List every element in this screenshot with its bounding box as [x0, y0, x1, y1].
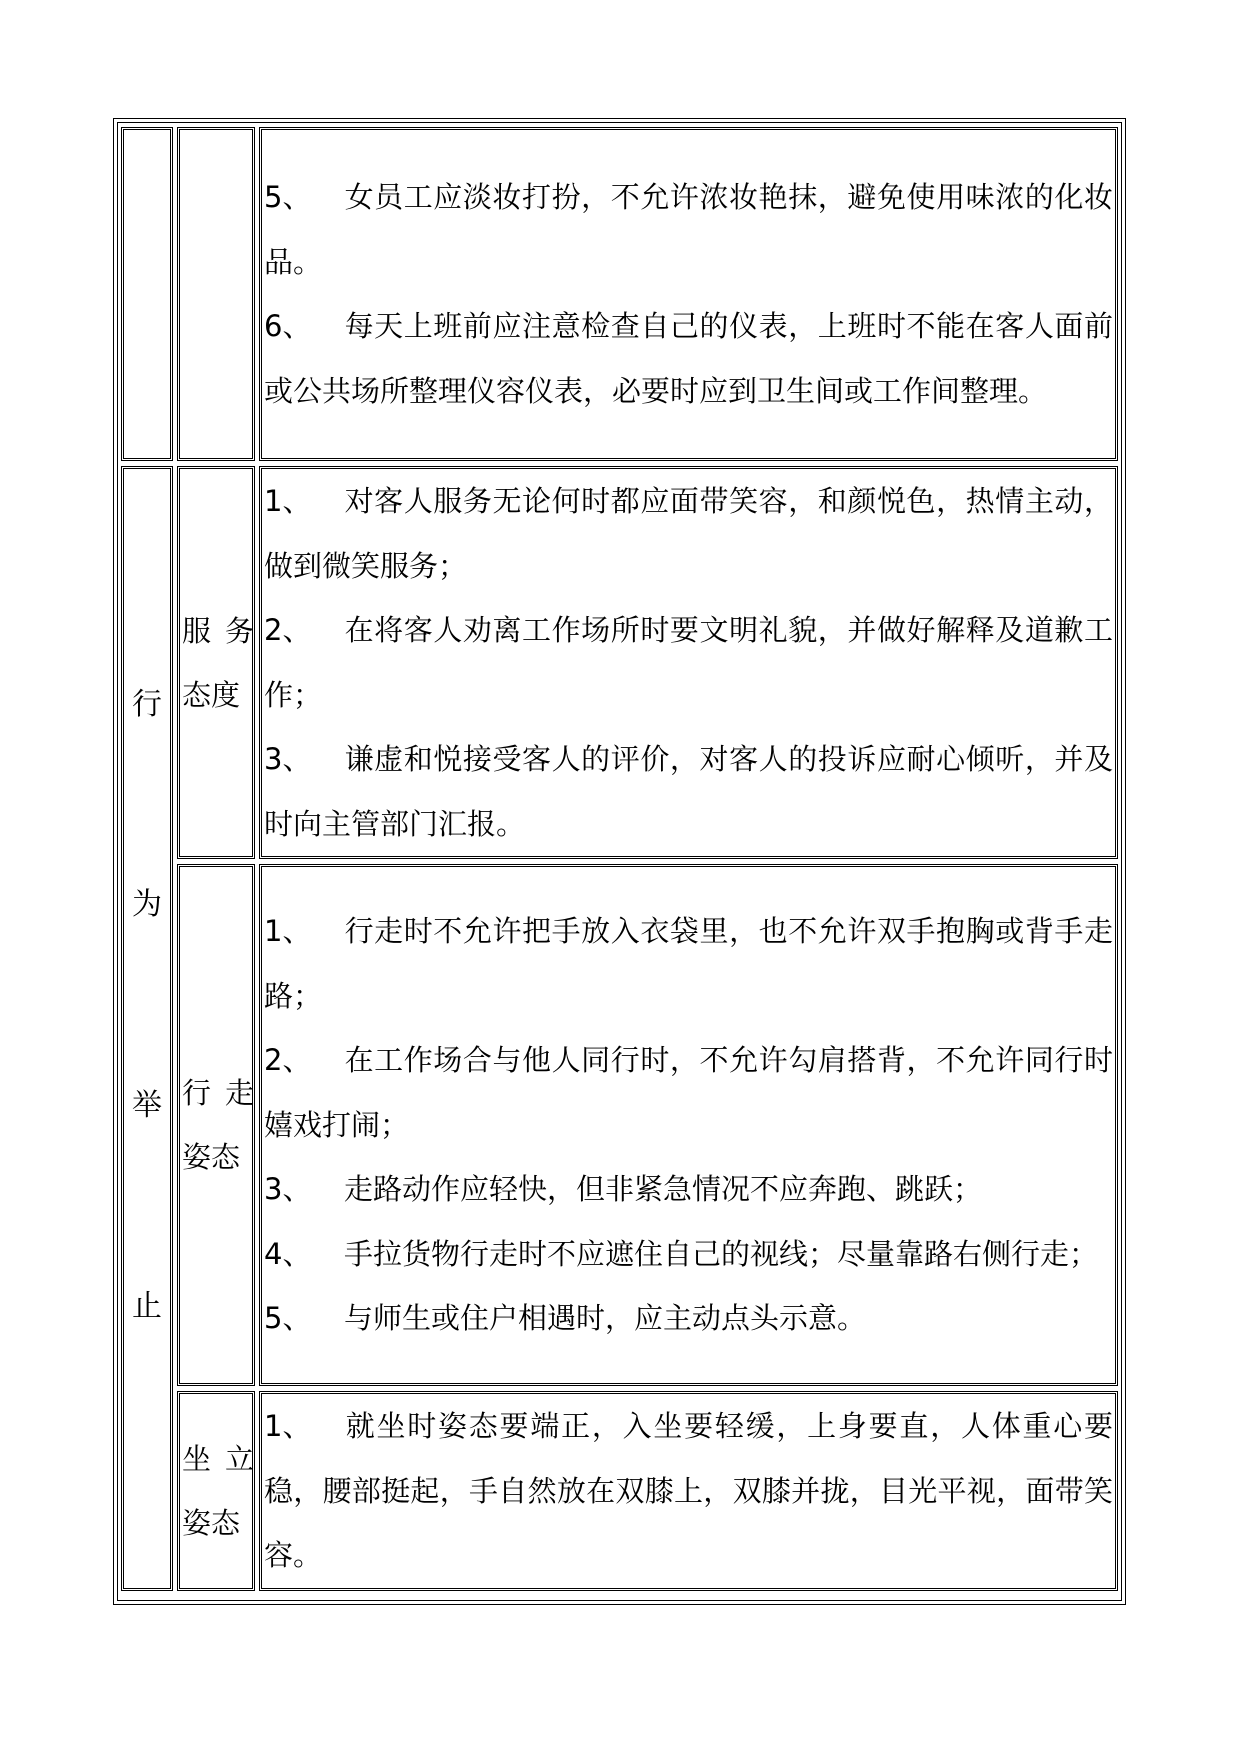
- list-item: [264, 165, 1113, 294]
- item-text: 每天上班前应注意检查自己的仪表，上班时不能在客人面前或公共场所整理仪容仪表，必要时应到卫生间或工作间整理。: [264, 309, 1113, 408]
- item-number: 3、: [264, 1172, 312, 1207]
- table-row: [121, 466, 1118, 859]
- item-text: 手拉货物行走时不应遮住自己的视线；尽量靠路右侧行走；: [344, 1236, 1099, 1271]
- behavior-category-cell: [121, 466, 173, 1591]
- category-char: 止: [132, 1288, 162, 1324]
- item-number: 1、: [264, 1409, 312, 1443]
- table-row: [121, 1391, 1118, 1591]
- sitting-posture-rules-cell: [259, 1391, 1118, 1591]
- item-text: 走路动作应轻快，但非紧急情况不应奔跑、跳跃；: [344, 1172, 983, 1207]
- item-text: 谦虚和悦接受客人的评价，对客人的投诉应耐心倾听，并及时向主管部门汇报。: [264, 742, 1113, 841]
- item-number: 3、: [264, 742, 312, 776]
- list-item: [264, 899, 1113, 1028]
- walking-posture-rules-cell: [259, 864, 1118, 1386]
- list-item: [264, 1286, 1113, 1351]
- item-number: 5、: [264, 180, 312, 214]
- item-number: 6、: [264, 309, 312, 343]
- behavior-category-label: [124, 479, 170, 1578]
- table-row: [121, 127, 1118, 461]
- walking-posture-label-cell: [177, 864, 255, 1386]
- conduct-rules-table: [117, 122, 1122, 1596]
- category-cell-empty: [121, 127, 173, 461]
- item-text: 对客人服务无论何时都应面带笑容，和颜悦色，热情主动，做到微笑服务；: [264, 484, 1113, 583]
- appearance-rules-cell: [259, 127, 1118, 461]
- list-item: [264, 598, 1113, 727]
- subcategory-label: 服 务态度: [182, 613, 254, 712]
- list-item: [264, 469, 1113, 598]
- table-row: [121, 864, 1118, 1386]
- list-item: [264, 1394, 1113, 1588]
- category-char: 举: [132, 1088, 162, 1124]
- item-text: 行走时不允许把手放入衣袋里，也不允许双手抱胸或背手走路；: [264, 914, 1113, 1013]
- subcategory-label: 行 走姿态: [182, 1076, 254, 1174]
- sitting-posture-label-cell: [177, 1391, 255, 1591]
- category-char: 行: [132, 686, 162, 722]
- item-text: 就坐时姿态要端正，入坐要轻缓，上身要直，人体重心要稳，腰部挺起，手自然放在双膝上，双膝并拢，目光平视，面带笑容。: [264, 1409, 1113, 1572]
- item-number: 4、: [264, 1236, 312, 1271]
- item-text: 在将客人劝离工作场所时要文明礼貌，并做好解释及道歉工作；: [264, 613, 1113, 712]
- subcategory-label: 坐 立姿态: [182, 1441, 254, 1540]
- list-item: [264, 1028, 1113, 1157]
- subcategory-cell-empty: [177, 127, 255, 461]
- list-item: [264, 1157, 1113, 1222]
- item-number: 2、: [264, 1043, 312, 1078]
- item-text: 与师生或住户相遇时，应主动点头示意。: [344, 1301, 867, 1336]
- item-number: 5、: [264, 1301, 312, 1336]
- item-text: 女员工应淡妆打扮，不允许浓妆艳抹，避免使用味浓的化妆品。: [264, 180, 1113, 279]
- list-item: [264, 1222, 1113, 1287]
- service-attitude-label-cell: [177, 466, 255, 859]
- list-item: [264, 294, 1113, 423]
- service-attitude-rules-cell: [259, 466, 1118, 859]
- item-number: 2、: [264, 613, 312, 647]
- item-number: 1、: [264, 914, 312, 949]
- category-char: 为: [132, 887, 162, 923]
- item-number: 1、: [264, 484, 312, 518]
- item-text: 在工作场合与他人同行时，不允许勾肩搭背，不允许同行时嬉戏打闹；: [264, 1043, 1113, 1142]
- list-item: [264, 727, 1113, 856]
